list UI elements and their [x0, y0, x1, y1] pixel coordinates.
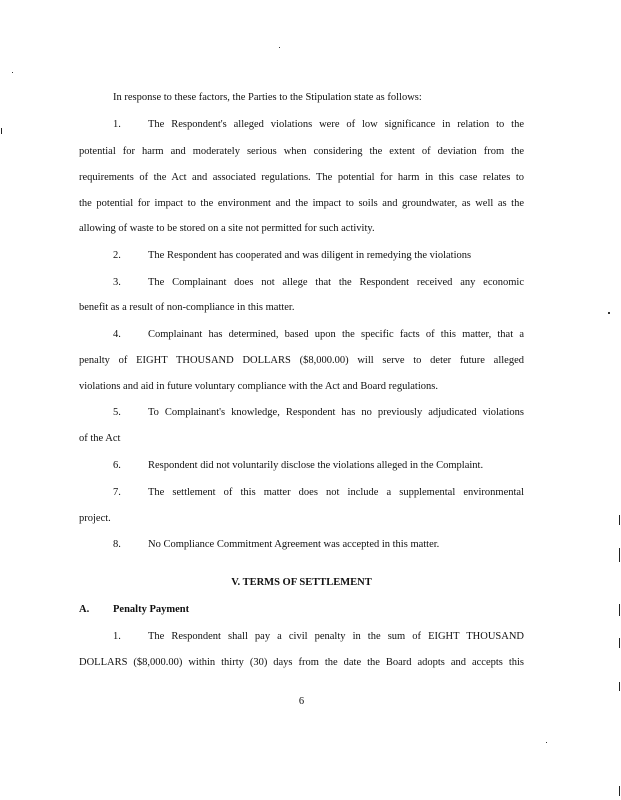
para-7-number: 7. [113, 487, 121, 498]
subsection-title: Penalty Payment [113, 604, 190, 615]
para-4-text: Complainant has determined, based upon the specific facts of this matter, that a [148, 329, 524, 340]
para-4-line-2: penalty of EIGHT THOUSAND DOLLARS ($8,000.00) will serve to deter future alleged [79, 355, 524, 366]
para-2-text: The Respondent has cooperated and was diligent in remedying the violations [148, 250, 472, 261]
para-1-number: 1. [113, 119, 121, 130]
scan-edge-mark [619, 682, 620, 691]
scan-edge-mark [619, 786, 620, 796]
para-2-number: 2. [113, 250, 121, 261]
scan-speck [608, 312, 610, 314]
para-3-number: 3. [113, 277, 121, 288]
subsection-letter: A. [79, 604, 90, 615]
scan-edge-mark [619, 638, 620, 648]
para-8-text: No Compliance Commitment Agreement was accepted in this matter. [148, 539, 440, 550]
page-number: 6 [298, 696, 305, 707]
para-5-text: To Complainant's knowledge, Respondent has no previously adjudicated violations [148, 407, 524, 418]
para-1-line-4: the potential for impact to the environment and the impact to soils and groundwater, as well as the [79, 198, 524, 209]
para-3-text: The Complainant does not allege that the Respondent received any economic [148, 277, 524, 288]
scan-edge-mark [619, 604, 620, 616]
para-7-line-2: project. [79, 513, 111, 524]
para-1-line-3: requirements of the Act and associated regulations. The potential for harm in this case relates to [79, 172, 524, 183]
para-8-number: 8. [113, 539, 121, 550]
scan-speck [12, 72, 13, 73]
scan-edge-mark [619, 548, 620, 562]
scan-edge-mark [1, 128, 2, 134]
payment-para-1-text: The Respondent shall pay a civil penalty in the sum of EIGHT THOUSAND [148, 631, 524, 642]
scan-edge-mark [619, 515, 620, 525]
intro-text: In response to these factors, the Parties to the Stipulation state as follows: [113, 92, 422, 103]
para-1-text: The Respondent's alleged violations were of low significance in relation to the [148, 119, 524, 130]
para-6-text: Respondent did not voluntarily disclose the violations alleged in the Complaint. [148, 460, 484, 471]
para-3-line-2: benefit as a result of non-compliance in this matter. [79, 302, 295, 313]
payment-para-1-number: 1. [113, 631, 121, 642]
para-6-number: 6. [113, 460, 121, 471]
para-7-text: The settlement of this matter does not include a supplemental environmental [148, 487, 524, 498]
para-4-number: 4. [113, 329, 121, 340]
payment-para-1-line-2: DOLLARS ($8,000.00) within thirty (30) days from the date the Board adopts and accepts this [79, 657, 524, 668]
para-4-line-3: violations and aid in future voluntary compliance with the Act and Board regulations. [79, 381, 438, 392]
para-5-line-2: of the Act [79, 433, 121, 444]
para-1-line-2: potential for harm and moderately serious when considering the extent of deviation from the [79, 146, 524, 157]
section-heading: V. TERMS OF SETTLEMENT [231, 577, 372, 588]
scan-speck [279, 47, 280, 48]
para-1-line-5: allowing of waste to be stored on a site not permitted for such activity. [79, 223, 375, 234]
scan-speck [546, 742, 547, 743]
para-5-number: 5. [113, 407, 121, 418]
